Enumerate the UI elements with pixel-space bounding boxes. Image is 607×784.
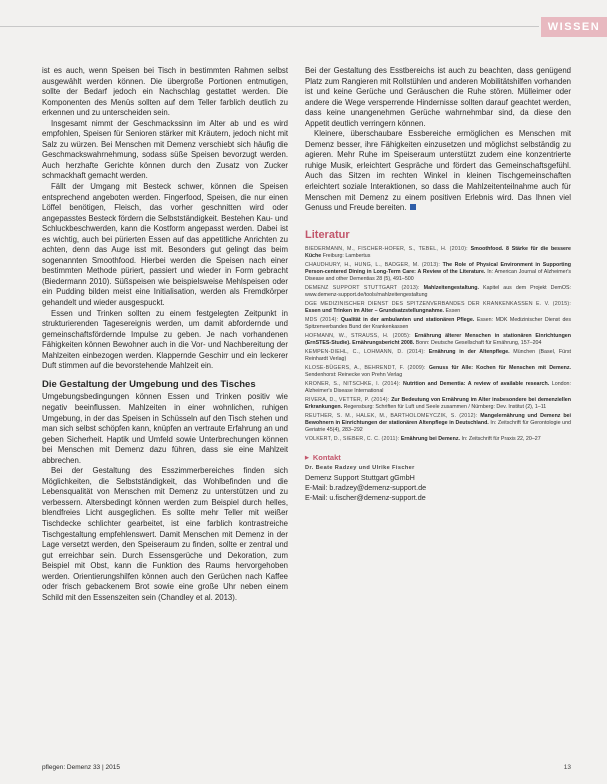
literature-pub: Essen: MDK Medizinischer Dienst des Spitzenverbandes Bund der Krankenkassen — [305, 317, 571, 331]
literature-item — [305, 317, 571, 331]
section-tag: WISSEN — [541, 17, 607, 37]
literature-authors: KEMPEN-DIEHL, C., LOHMANN, D. (2014): — [305, 349, 426, 356]
literature-title: Qualität in der ambulanten und stationären Pflege. — [340, 317, 475, 324]
end-of-article-square-icon — [410, 204, 416, 210]
literature-pub: Freiburg: Lambertus — [322, 253, 371, 260]
literature-pub: London: Alzheimer's Disease International — [305, 381, 571, 395]
right-column — [305, 66, 571, 503]
section-heading: Die Gestaltung der Umgebung und des Tisches — [42, 378, 256, 390]
literature-authors: CHAUDHURY, H., HUNG, L., BADGER, M. (2013): — [305, 262, 441, 269]
body-paragraph: Bei der Gestaltung des Esszimmerbereiches finden sich Möglichkeiten, die Selbstständigkeit, das Wohlbefinden und die Lebensqualität von Menschen mit Demenz zu unterstützen und zu verbessern. Altersbedingt können werden zum Beispiel durch helles, blendfreies Licht ausgeglichen. Es sollte mehr Teller mit weißer Tischdecke schlichter gearbeitet, ist eine farblich kontrastreiche Tischgestaltung empfehlenswert. Damit Menschen mit Demenz in der Lage versetzt werden, den Speiseraum zu finden, sollte er zentral und gut erreichbar sein. Durch Essensgerüche und Dekoration, zum Beispiel mit Obst, kann die Funktion des Raums hervorgehoben werden. Orientierungshilfen können auch den Gerüchen nach Kaffee oder frisch gebackenem Brot sowie eine große Uhr neben einem Schild mit den Essenszeiten sein (Chandley et al. 2013). — [42, 466, 288, 602]
literature-authors: RIVERA, D., VETTER, P. (2014): — [305, 397, 390, 404]
closing-text: Kleinere, überschaubare Essbereiche ermöglichen es Menschen mit Demenz besser, ihre Fähigkeiten einzusetzen und möglichst selbständig zu agieren. Mehr Ruhe im Speiseraum unterstützt zudem eine konzentrierte ruhige Musik, erleichtert Gespräche und fördert das Gemeinschaftsgefühl. Auch das Sitzen im rechten Winkel in kleinen Tischgemeinschaften erleichtert soziale Interaktionen, so dass die Mahlzeitenteilnahme auch für Menschen mit Demenz zu einem positiven Erlebnis wird. Das Ihnen viel Genuss und Freude bereiten. — [305, 129, 571, 213]
literature-item — [305, 381, 571, 395]
literature-pub: Bonn: Deutsche Gesellschaft für Ernährung, 157–204 — [415, 340, 542, 347]
literature-title: Nutrition and Dementia: A review of available research. — [403, 381, 550, 388]
literature-title: The Role of Physical Environment in Supporting Person-centered Dining in Long-Term Care: A Review of the Literature. — [305, 262, 571, 276]
literature-item — [305, 262, 571, 283]
contact-label: ▶ Kontakt — [305, 453, 571, 463]
page-header — [0, 0, 607, 40]
page-number: 13 — [563, 764, 571, 771]
literature-title: Mangelernährung und Demenz bei Bewohnern in Einrichtungen der stationären Altenpflege in Deutschland. — [305, 413, 571, 427]
left-column — [42, 66, 288, 603]
contact-organization: Demenz Support Stuttgart gGmbH — [305, 473, 415, 483]
literature-item — [305, 333, 571, 347]
literature-item — [305, 436, 571, 443]
literature-item — [305, 397, 571, 411]
literature-authors: HOFMANN, W., STRAUSS, H. (2005): — [305, 333, 411, 340]
literature-item — [305, 413, 571, 434]
literature-pub: Sendenhorst: Reinecke von Prehn Verlag — [305, 372, 403, 379]
literature-list — [305, 246, 571, 443]
header-rule — [0, 26, 539, 27]
literature-pub: In: American Journal of Alzheimer's Disease and other Dementias 28 (5), 491–500 — [305, 269, 571, 283]
literature-authors: KRONER, S., NITSCHKE, I. (2014): — [305, 381, 401, 388]
literature-item — [305, 246, 571, 260]
literature-authors: BIEDERMANN, M., FISCHER-HOFER, S., TEBEL, H. (2010): — [305, 246, 468, 253]
literature-authors: REUTHER, S. M., HALEK, M., BARTHOLOMEYCZIK, S. (2012): — [305, 413, 478, 420]
body-paragraph: ist es auch, wenn Speisen bei Tisch in bestimmten Rahmen selbst ausgewählt werden können. Die übergroße Portionen entmutigen, sollte der Bedarf jedoch ein Nachschlag gestattet werden. Die Komponenten des Menüs sollten auf dem Teller farblich deutlich zu erkennen und zu unterscheiden sein. — [42, 66, 288, 118]
literature-title: Genuss für Alle: Kochen für Menschen mit Demenz. — [428, 365, 571, 372]
body-paragraph: Insgesamt nimmt der Geschmackssinn im Alter ab und es wird empfohlen, Speisen für Senioren stärker mit Kräutern, jedoch nicht mit Salz zu würzen. Bei Menschen mit Demenz verschiebt sich häufig die Geschmackswahrnehmung, sodass süße Speisen bevorzugt werden. Auch herzhafte Gerichte können durch den Zusatz von Zucker schmackhaft gemacht werden. — [42, 118, 288, 181]
footer-issue: pflegen: Demenz 33 | 2015 — [42, 764, 120, 771]
body-paragraph: Umgebungsbedingungen können Essen und Trinken positiv wie negativ beeinflussen. Mahlzeiten in einer wohnlichen, ruhigen Umgebung, in der das Speisen in Schüsseln auf den Tisch stehen und man sich selbst schöpfen kann, knüpfen an vertraute Erfahrung an und geben Sicherheit. Haptik und Umfeld sowie Unterbrechungen können bei Menschen mit Demenz dazu führen, dass sie eine Mahlzeit abbrechen. — [42, 392, 288, 465]
body-paragraph: Essen und Trinken sollten zu einem festgelegten Zeitpunkt in strukturierenden Tagesereignis werden, um damit abfordernde und gemeinschaftsfördernde Impulse zu geben. Je nach vorhandenen Fähigkeiten können Bewohner auch in die Vor- und Nachbereitung der Mahlzeiten einbezogen werden. Klappernde Geschirr und ein leckerer Duft stimmen auf die bevorstehende Mahlzeit ein. — [42, 308, 288, 371]
literature-authors: KLOSE-BÜGERS, A., BEHRENDT, F. (2009): — [305, 365, 426, 372]
contact-box — [305, 453, 571, 503]
contact-email-link[interactable]: E-Mail: b.radzey@demenz-support.de — [305, 483, 427, 493]
body-paragraph: Bei der Gestaltung des Esstbereichs ist auch zu beachten, dass genügend Platz zum Rangieren mit Rollstühlen und anderen Mobilitätshilfen vorhanden ist und keine Gerüche und Geräuschen die Ruhe stören. Mülleimer oder andere die Wege versperrende Hindernisse sollten darauf geachtet werden, dass keine unangenehmen Gerüche wahrnehmbar sind, da diese den Appetit deutlich verringern können. — [305, 66, 571, 128]
literature-pub: München (Basel, Fürst Reinhardt Verlag) — [305, 349, 571, 363]
literature-title: Ernährung in der Altenpflege. — [428, 349, 510, 356]
footer-publication — [42, 764, 120, 771]
literature-pub: In: Zeitschrift für Gerontologie und Geriatrie 45(4), 283–292 — [305, 420, 571, 434]
body-paragraph: Fällt der Umgang mit Besteck schwer, können die Speisen entsprechend angeboten werden. Fingerfood, Speisen, die nur einen Löffel benötigen, Fleisch, das vorher geschnitten wird oder angepasstes Besteck fördern die Selbstständigkeit. Bestehen Kau- und Schluckbeschwerden, kann die Kostform angepasst werden. Dabei ist es wichtig, auch bei pürierten Essen auf das appetitliche Anrichten zu achten, denn das Auge isst mit. Besonders gut gelingt das beim sogenannten Smoothfood. Hierbei werden die Speisen nach einer bestimmten Methode püriert, passiert und wieder in Form gebracht (Biedermann 2010). Süßspeisen wie beispielsweise Mehlspeisen oder ein Pudding bilden meist eine Initialisation, werden als Fremdkörper gehandelt und wieder ausgespuckt. — [42, 182, 288, 308]
literature-item — [305, 285, 571, 299]
contact-email-link[interactable]: E-Mail: u.fischer@demenz-support.de — [305, 493, 426, 503]
literature-heading: Literatur — [305, 228, 350, 241]
literature-authors: DEMENZ SUPPORT STUTTGART (2013): — [305, 285, 420, 292]
literature-title: Essen und Trinken im Alter – Grundsatzstellungnahme. — [305, 308, 445, 315]
literature-title: Smoothfood. 8 Stärke für die bessere Küche — [305, 246, 571, 260]
literature-pub: In: Zeitschrift für Praxis 22, 20–27 — [461, 436, 541, 443]
literature-authors: VOLKERT, D., SIEBER, C. C. (2011): — [305, 436, 400, 443]
literature-title: Zur Bedeutung von Ernährung im Alter insbesondere bei demenziellen Erkrankungen. — [305, 397, 571, 411]
literature-authors: MDS (2014): — [305, 317, 339, 324]
literature-title: Ernährung älterer Menschen in stationären Einrichtungen (ErnSTES-Studie). Ernährungsbericht 2008. — [305, 333, 571, 347]
literature-pub: Regensburg: Schriften für Luft und Seele zusammen / Nürnberg: Dev. Institut (2), 1–11 — [343, 404, 547, 411]
literature-item — [305, 365, 571, 379]
literature-title: Ernährung bei Demenz. — [400, 436, 460, 443]
literature-pub: Essen — [445, 308, 461, 315]
contact-names: Dr. Beate Radzey und Ulrike Fischer — [305, 465, 415, 472]
literature-pub: Kapitel aus dem Projekt DemOS: www.demenz-support.de/tools/mahlzeitengestaltung — [305, 285, 571, 299]
body-paragraph — [305, 129, 571, 213]
literature-item — [305, 349, 571, 363]
literature-authors: DGE MEDIZINISCHER DIENST DES SPITZENVERBANDES DER KRANKENKASSEN E. V. (2015): — [305, 301, 571, 308]
literature-title: Mahlzeitengestaltung. — [423, 285, 479, 292]
literature-item — [305, 301, 571, 315]
